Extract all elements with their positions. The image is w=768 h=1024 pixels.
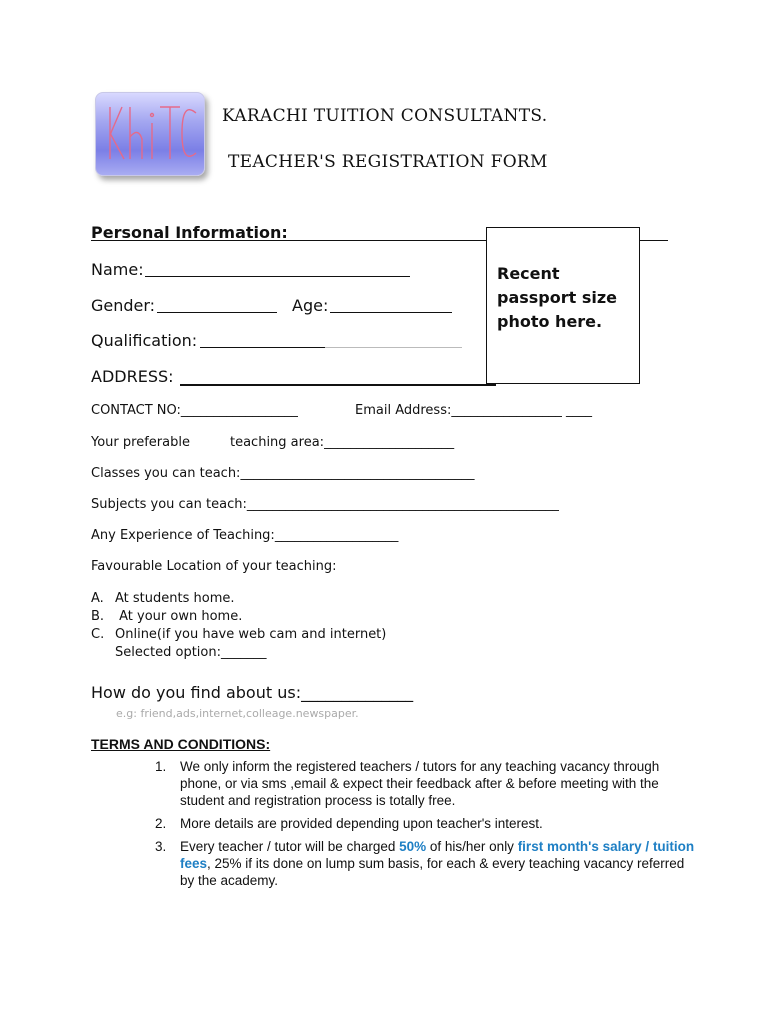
pref-area-field[interactable]: ____________________: [324, 435, 455, 450]
name-label: Name:: [91, 260, 144, 279]
location-option-c[interactable]: C. Online(if you have web cam and internet): [91, 627, 387, 642]
terms-list: [155, 758, 695, 895]
address-label: ADDRESS:: [91, 367, 174, 386]
subjects-field[interactable]: ________________________________________________: [246, 497, 559, 512]
passport-photo-box: [486, 227, 640, 384]
address-field[interactable]: [180, 370, 496, 386]
contact-row: [91, 403, 298, 418]
personal-info-heading: Personal Information:: [91, 223, 288, 242]
selected-option-field[interactable]: Selected option:_______: [115, 645, 267, 660]
location-option-a[interactable]: A. At students home.: [91, 591, 235, 606]
contact-field[interactable]: __________________: [180, 403, 298, 418]
qualification-field[interactable]: [200, 333, 325, 348]
khitc-logo-icon: [96, 93, 204, 175]
term-item-3: 3. Every teacher / tutor will be charged 50% of his/her only first month's salary / tuition fees, 25% if its done on lump sum basis, for each & every teaching vacancy referred by the academy.: [155, 839, 695, 888]
location-label: Favourable Location of your teaching:: [91, 559, 337, 574]
qualification-label: Qualification:: [91, 331, 198, 350]
age-label: Age:: [292, 296, 329, 315]
email-row: [355, 403, 592, 418]
pref-area-label-b: teaching area:: [230, 435, 325, 450]
pref-area-row: [230, 435, 454, 450]
name-field[interactable]: [145, 262, 410, 277]
location-option-b[interactable]: B. At your own home.: [91, 609, 243, 624]
org-name: KARACHI TUITION CONSULTANTS.: [222, 106, 548, 126]
classes-field[interactable]: ____________________________________: [240, 466, 475, 481]
experience-row: [91, 528, 398, 543]
classes-row: [91, 466, 474, 481]
classes-label: Classes you can teach:: [91, 466, 241, 481]
location-options: [91, 590, 386, 662]
subjects-label: Subjects you can teach:: [91, 497, 247, 512]
subjects-row: [91, 497, 559, 512]
experience-field[interactable]: ___________________: [274, 528, 399, 543]
age-field[interactable]: [330, 298, 452, 313]
find-us-row: [91, 683, 413, 702]
email-label: Email Address:: [355, 403, 452, 418]
gender-label: Gender:: [91, 296, 156, 315]
email-field[interactable]: _________________ ____: [451, 403, 592, 418]
terms-heading: TERMS AND CONDITIONS:: [91, 736, 271, 752]
find-us-label: How do you find about us:: [91, 683, 302, 702]
company-logo: [95, 92, 205, 176]
qualification-field-ext[interactable]: [325, 333, 462, 348]
contact-label: CONTACT NO:: [91, 403, 181, 418]
find-us-hint: e.g: friend,ads,internet,colleage.newspaper.: [116, 707, 359, 720]
photo-box-text: Recent passport size photo here.: [497, 264, 618, 331]
experience-label: Any Experience of Teaching:: [91, 528, 275, 543]
find-us-field[interactable]: ______________: [301, 683, 414, 702]
term-item-1: 1. We only inform the registered teachers / tutors for any teaching vacancy through phone, or via sms ,email & expect their feedback after & before meeting with the student and registration process is totally free.: [155, 759, 660, 808]
gender-field[interactable]: [157, 298, 277, 313]
fee-percent: 50%: [399, 839, 427, 854]
pref-area-label-a: Your preferable: [91, 435, 190, 450]
term-item-2: 2. More details are provided depending upon teacher's interest.: [155, 816, 543, 831]
form-title: TEACHER'S REGISTRATION FORM: [228, 152, 548, 172]
fee-basis: first month's salary / tuition fees: [180, 839, 695, 871]
